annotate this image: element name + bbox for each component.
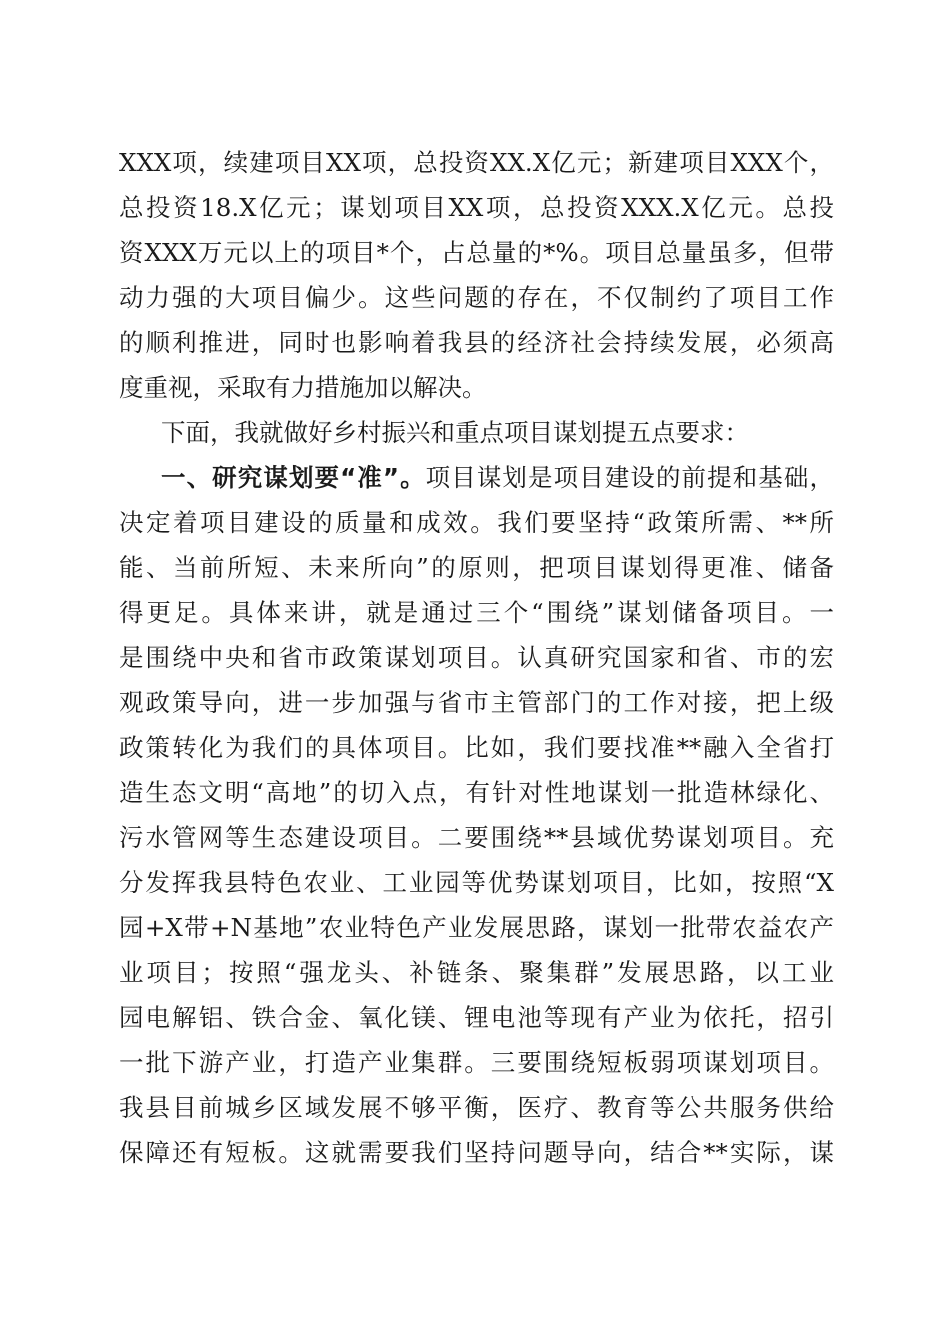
paragraph-line: 分发挥我县特色农业、工业园等优势谋划项目，比如，按照“X	[119, 868, 834, 897]
paragraph-line: 保障还有短板。这就需要我们坚持问题导向，结合**实际，谋	[119, 1138, 834, 1167]
section-heading: 一、研究谋划要“准”。	[161, 463, 426, 492]
paragraph-line: 是围绕中央和省市政策谋划项目。认真研究国家和省、市的宏	[119, 643, 834, 672]
paragraph-line: 能、当前所短、未来所向”的原则，把项目谋划得更准、储备	[119, 553, 834, 582]
paragraph-line: 观政策导向，进一步加强与省市主管部门的工作对接，把上级	[119, 688, 834, 717]
paragraph-line: 下面，我就做好乡村振兴和重点项目谋划提五点要求：	[161, 418, 749, 447]
paragraph-line: 造生态文明“高地”的切入点，有针对性地谋划一批造林绿化、	[119, 778, 834, 807]
paragraph-line: 资XXX万元以上的项目*个，占总量的*%。项目总量虽多，但带	[119, 238, 834, 267]
section-heading-rest: 项目谋划是项目建设的前提和基础，	[425, 463, 834, 492]
paragraph-line: 动力强的大项目偏少。这些问题的存在，不仅制约了项目工作	[119, 283, 834, 312]
paragraph-line: 我县目前城乡区域发展不够平衡，医疗、教育等公共服务供给	[119, 1093, 834, 1122]
paragraph-line: 业项目；按照“强龙头、补链条、聚集群”发展思路，以工业	[119, 958, 834, 987]
paragraph-line: 园+X带+N基地”农业特色产业发展思路，谋划一批带农益农产	[119, 913, 834, 942]
paragraph-line: 决定着项目建设的质量和成效。我们要坚持“政策所需、**所	[119, 508, 834, 537]
paragraph-line: 总投资18.X亿元；谋划项目XX项，总投资XXX.X亿元。总投	[119, 193, 834, 222]
paragraph-line: 度重视，采取有力措施加以解决。	[119, 373, 487, 402]
paragraph-line: 政策转化为我们的具体项目。比如，我们要找准**融入全省打	[119, 733, 834, 762]
paragraph-line: 得更足。具体来讲，就是通过三个“围绕”谋划储备项目。一	[119, 598, 834, 627]
paragraph-line: 一批下游产业，打造产业集群。三要围绕短板弱项谋划项目。	[119, 1048, 834, 1077]
paragraph-line: 污水管网等生态建设项目。二要围绕**县域优势谋划项目。充	[119, 823, 834, 852]
paragraph-line: 园电解铝、铁合金、氧化镁、锂电池等现有产业为依托，招引	[119, 1003, 834, 1032]
paragraph-line: XXX项，续建项目XX项，总投资XX.X亿元；新建项目XXX个，	[119, 148, 834, 177]
section-heading-line	[161, 458, 834, 498]
paragraph-line: 的顺利推进，同时也影响着我县的经济社会持续发展，必须高	[119, 328, 834, 357]
